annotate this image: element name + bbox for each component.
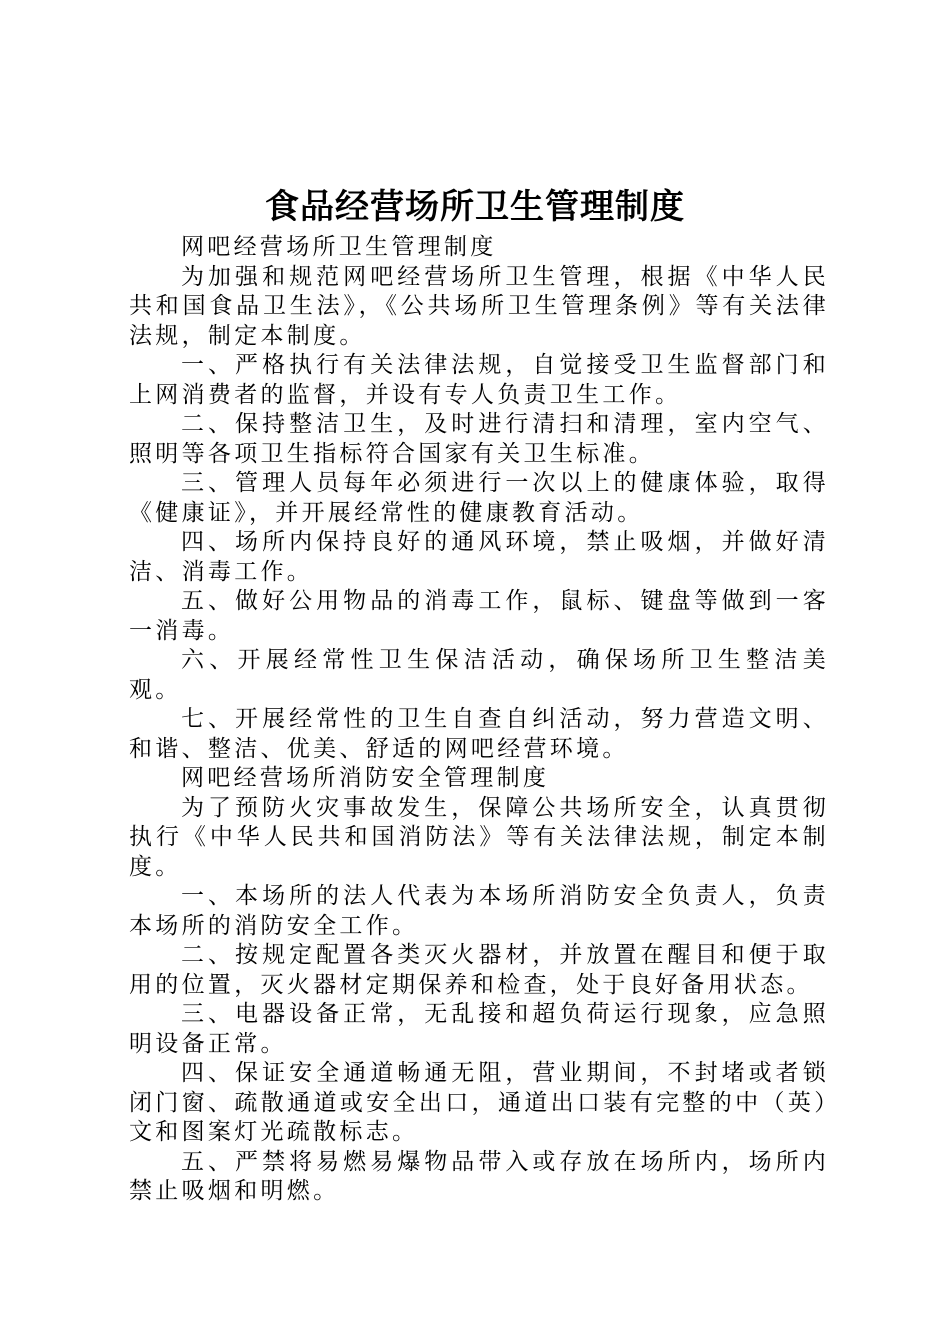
- paragraph: 三、电器设备正常，无乱接和超负荷运行现象，应急照明设备正常。: [129, 1001, 829, 1057]
- paragraph: 四、保证安全通道畅通无阻，营业期间，不封堵或者锁闭门窗、疏散通道或安全出口，通道出口装有完整的中（英）文和图案灯光疏散标志。: [129, 1060, 829, 1145]
- paragraph: 六、开展经常性卫生保洁活动，确保场所卫生整洁美观。: [129, 647, 829, 703]
- paragraph: 七、开展经常性的卫生自查自纠活动，努力营造文明、和谐、整洁、优美、舒适的网吧经营环境。: [129, 706, 829, 762]
- paragraph: 二、保持整洁卫生，及时进行清扫和清理，室内空气、照明等各项卫生指标符合国家有关卫生标准。: [129, 411, 829, 467]
- paragraph: 二、按规定配置各类灭火器材，并放置在醒目和便于取用的位置，灭火器材定期保养和检查，处于良好备用状态。: [129, 942, 829, 998]
- section-heading-hygiene: 网吧经营场所卫生管理制度: [181, 234, 497, 260]
- document-body: [129, 233, 829, 1207]
- paragraph: 三、管理人员每年必须进行一次以上的健康体验，取得《健康证》，并开展经常性的健康教育活动。: [129, 470, 829, 526]
- paragraph: 一、本场所的法人代表为本场所消防安全负责人，负责本场所的消防安全工作。: [129, 883, 829, 939]
- paragraph: 一、严格执行有关法律法规，自觉接受卫生监督部门和上网消费者的监督，并设有专人负责卫生工作。: [129, 352, 829, 408]
- paragraph: 五、严禁将易燃易爆物品带入或存放在场所内，场所内禁止吸烟和明燃。: [129, 1148, 829, 1204]
- paragraph: 为了预防火灾事故发生，保障公共场所安全，认真贯彻执行《中华人民共和国消防法》等有关法律法规，制定本制度。: [129, 794, 829, 880]
- paragraph: 为加强和规范网吧经营场所卫生管理，根据《中华人民共和国食品卫生法》，《公共场所卫生管理条例》等有关法律法规，制定本制度。: [129, 263, 829, 349]
- page-title: 食品经营场所卫生管理制度: [265, 187, 685, 227]
- paragraph: 五、做好公用物品的消毒工作，鼠标、键盘等做到一客一消毒。: [129, 588, 829, 644]
- section-heading-fire-safety: 网吧经营场所消防安全管理制度: [181, 765, 550, 791]
- paragraph: 四、场所内保持良好的通风环境，禁止吸烟，并做好清洁、消毒工作。: [129, 529, 829, 585]
